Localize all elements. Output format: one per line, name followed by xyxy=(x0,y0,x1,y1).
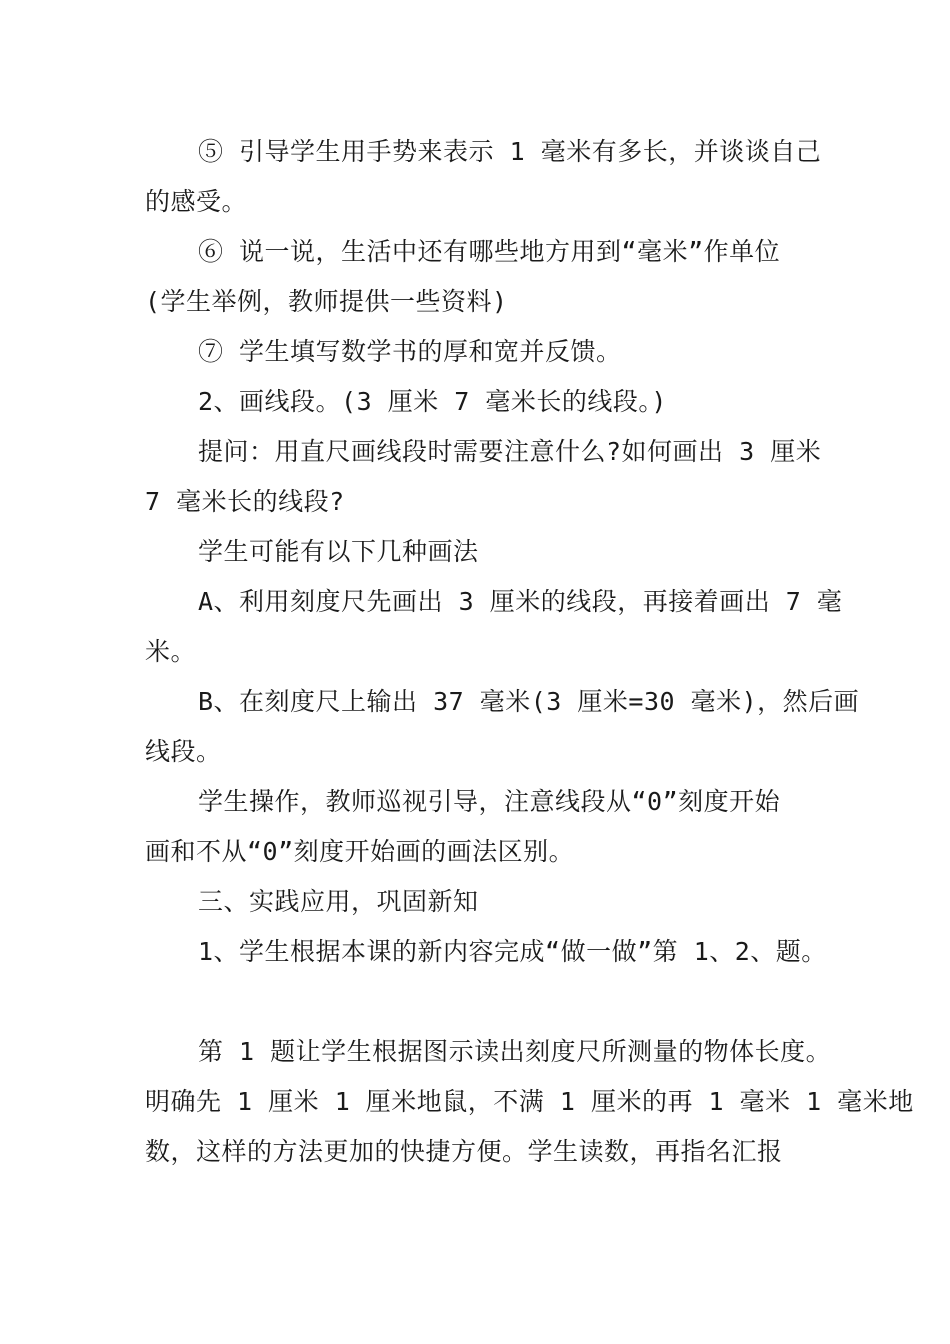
paragraph-line: A、利用刻度尺先画出 3 厘米的线段，再接着画出 7 毫 xyxy=(198,587,843,616)
paragraph-line: 第 1 题让学生根据图示读出刻度尺所测量的物体长度。 xyxy=(198,1037,832,1066)
paragraph-line: B、在刻度尺上输出 37 毫米(3 厘米=30 毫米)，然后画 xyxy=(198,687,860,716)
paragraph-line: 明确先 1 厘米 1 厘米地鼠，不满 1 厘米的再 1 毫米 1 毫米地 xyxy=(145,1087,914,1116)
paragraph-line: ⑤ 引导学生用手势来表示 1 毫米有多长，并谈谈自己 xyxy=(198,137,822,166)
paragraph-line: 的感受。 xyxy=(145,187,248,216)
paragraph-line: ⑥ 说一说，生活中还有哪些地方用到“毫米”作单位 xyxy=(198,237,781,266)
paragraph-line: 数，这样的方法更加的快捷方便。学生读数，再指名汇报 xyxy=(145,1137,783,1166)
paragraph-line: 线段。 xyxy=(145,737,222,766)
paragraph-line: 学生可能有以下几种画法 xyxy=(198,537,479,566)
paragraph-line: 学生操作，教师巡视引导，注意线段从“0”刻度开始 xyxy=(198,787,781,816)
paragraph-line: 米。 xyxy=(145,637,197,666)
paragraph-line: 7 毫米长的线段? xyxy=(145,487,345,516)
paragraph-line: (学生举例，教师提供一些资料) xyxy=(145,287,508,316)
paragraph-line: 提问：用直尺画线段时需要注意什么?如何画出 3 厘米 xyxy=(198,437,822,466)
section-heading: 三、实践应用，巩固新知 xyxy=(198,887,479,916)
section-heading: 2、画线段。(3 厘米 7 毫米长的线段。) xyxy=(198,387,667,416)
paragraph-line: 画和不从“0”刻度开始画的画法区别。 xyxy=(145,837,575,866)
paragraph-line: ⑦ 学生填写数学书的厚和宽并反馈。 xyxy=(198,337,622,366)
paragraph-line: 1、学生根据本课的新内容完成“做一做”第 1、2、题。 xyxy=(198,937,827,966)
